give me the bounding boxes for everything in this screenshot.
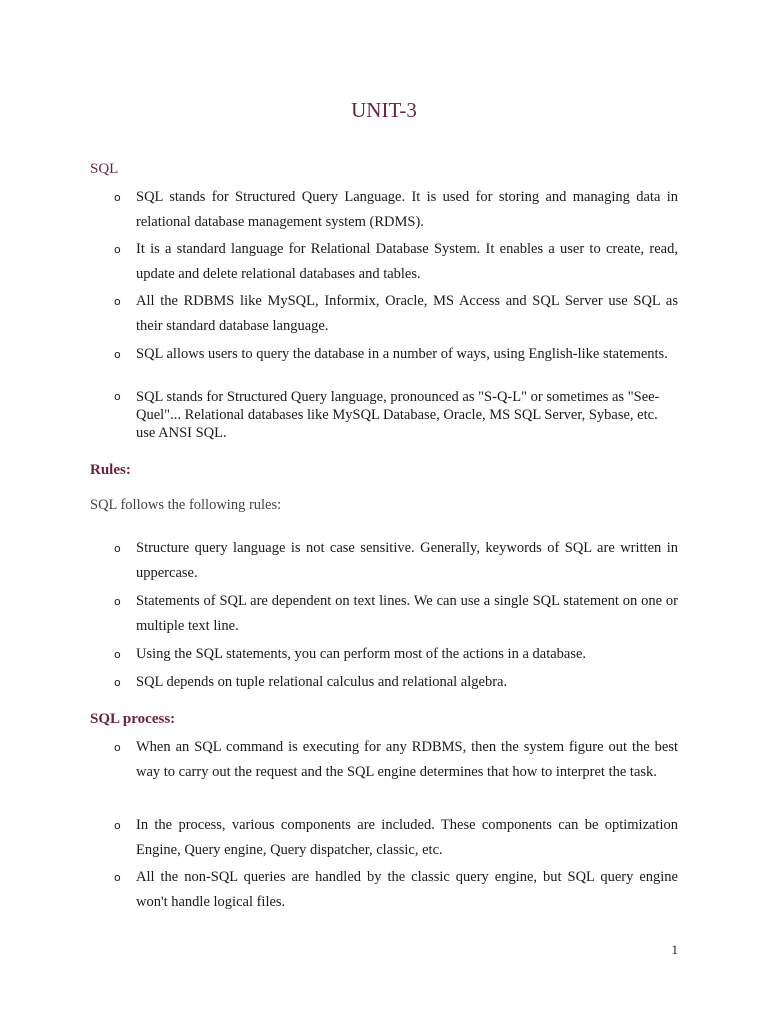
list-item-text: Using the SQL statements, you can perform most of the actions in a database. bbox=[136, 646, 587, 662]
list-item-text: Statements of SQL are dependent on text lines. We can use a single SQL statement on one or multiple text line. bbox=[136, 593, 678, 634]
bullet-icon: o bbox=[114, 595, 121, 608]
list-item bbox=[114, 289, 678, 339]
bullet-icon: o bbox=[114, 191, 121, 204]
bullet-icon: o bbox=[114, 676, 121, 689]
bullet-icon: o bbox=[114, 741, 121, 754]
list-item-text: In the process, various components are included. These components can be optimization Engine, Query engine, Query dispatcher, classic, etc. bbox=[136, 817, 678, 858]
page-number: 1 bbox=[671, 942, 678, 957]
list-item-text: SQL depends on tuple relational calculus and relational algebra. bbox=[136, 674, 508, 690]
page-title: UNIT-3 bbox=[351, 98, 417, 122]
bullet-icon: o bbox=[114, 542, 121, 555]
list-item-text: All the RDBMS like MySQL, Informix, Oracle, MS Access and SQL Server use SQL as their standard database language. bbox=[136, 293, 678, 334]
list-item bbox=[114, 388, 678, 442]
list-item-text: When an SQL command is executing for any RDBMS, then the system figure out the best way to carry out the request and the SQL engine determines that how to interpret the task. bbox=[136, 739, 678, 780]
list-item bbox=[114, 342, 678, 367]
list-item bbox=[114, 536, 678, 586]
list-item bbox=[114, 735, 678, 785]
section-heading-sql-process: SQL process: bbox=[90, 711, 176, 727]
section-intro: SQL follows the following rules: bbox=[90, 497, 282, 513]
bullet-icon: o bbox=[114, 819, 121, 832]
list-item bbox=[114, 237, 678, 287]
list-item bbox=[114, 865, 678, 915]
bullet-icon: o bbox=[114, 348, 121, 361]
list-item bbox=[114, 642, 678, 667]
bullet-icon: o bbox=[114, 390, 121, 403]
list-item-text: Structure query language is not case sensitive. Generally, keywords of SQL are written in uppercase. bbox=[136, 540, 678, 581]
bullet-icon: o bbox=[114, 648, 121, 661]
section-heading-sql: SQL bbox=[90, 161, 119, 177]
list-item bbox=[114, 670, 678, 695]
list-item-text: SQL stands for Structured Query Language. It is used for storing and managing data in relational database management system (RDMS). bbox=[136, 189, 678, 230]
bullet-icon: o bbox=[114, 243, 121, 256]
section-heading-rules: Rules: bbox=[90, 462, 131, 478]
list-item bbox=[114, 589, 678, 639]
list-item-text: SQL allows users to query the database in a number of ways, using English-like statements. bbox=[136, 346, 668, 362]
list-item bbox=[114, 185, 678, 235]
bullet-icon: o bbox=[114, 871, 121, 884]
list-item-text: SQL stands for Structured Query language, pronounced as "S-Q-L" or sometimes as "See-Quel"... Relational databases like MySQL Database, Oracle, MS SQL Server, Sybase, etc. use ANSI SQL. bbox=[136, 389, 660, 441]
list-item-text: All the non-SQL queries are handled by the classic query engine, but SQL query engine won't handle logical files. bbox=[136, 869, 678, 910]
bullet-icon: o bbox=[114, 295, 121, 308]
list-item-text: It is a standard language for Relational Database System. It enables a user to create, read, update and delete relational databases and tables. bbox=[136, 241, 678, 282]
list-item bbox=[114, 813, 678, 863]
